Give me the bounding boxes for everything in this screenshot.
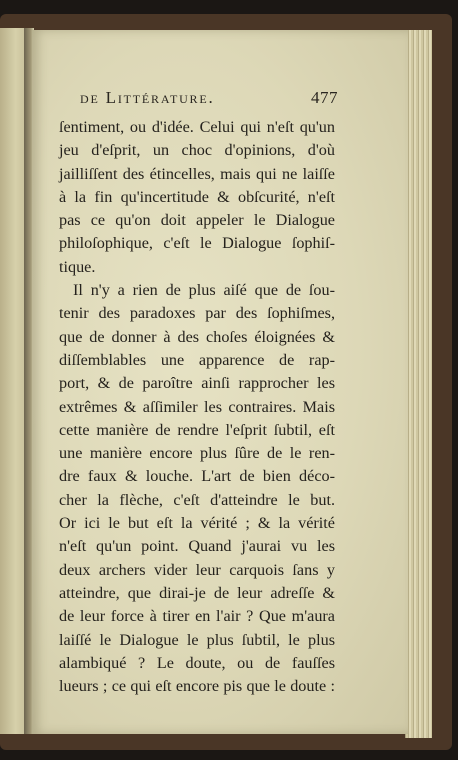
text-line: jeu d'eſprit, un choc d'opinions, d'où <box>59 141 335 160</box>
text-line: jailliſſent des étincelles, mais qui ne laiſſe <box>59 164 335 183</box>
text-line: deux archers vider leur carquois ſans y <box>59 560 335 579</box>
page-number: 477 <box>311 88 338 107</box>
text-line: extrêmes & aſſimiler les contraires. Mais <box>59 397 335 416</box>
left-page-edge <box>0 28 27 734</box>
text-line: atteindre, que dirai-je de leur adreſſe & <box>59 583 335 602</box>
text-line: Or ici le but eſt la vérité ; & la vérité <box>59 514 335 533</box>
page-stack-edges <box>405 30 432 738</box>
body-text <box>59 116 335 698</box>
page-header <box>80 88 338 108</box>
text-line: alambiqué ? Le doute, ou de fauſſes <box>59 653 335 672</box>
text-line: lueurs ; ce qui eſt encore pis que le doute : <box>59 677 335 696</box>
text-line: dre faux & louche. L'art de bien déco- <box>59 467 335 486</box>
text-line: laiſſé le Dialogue le plus ſubtil, le plus <box>59 630 335 649</box>
text-line: tique. <box>59 257 96 276</box>
text-line: diſſemblables une apparence de rap- <box>59 350 335 369</box>
text-line: cette manière de rendre l'eſprit ſubtil, eſt <box>59 420 335 439</box>
text-line: cher la flèche, c'eſt d'atteindre le but. <box>59 490 335 509</box>
text-line: philoſophique, c'eſt le Dialogue ſophiſ- <box>59 234 335 253</box>
text-line: port, & de paroître ainſi rapprocher les <box>59 374 335 393</box>
text-line: une manière encore plus ſûre de le ren- <box>59 444 335 463</box>
text-line: à la fin qu'incertitude & obſcurité, n'eſt <box>59 187 335 206</box>
text-line: n'eſt qu'un point. Quand j'aurai vu les <box>59 537 335 556</box>
text-line: pas ce qu'on doit appeler le Dialogue <box>59 211 335 230</box>
running-title: de Littérature. <box>80 88 215 107</box>
text-line: tenir des paradoxes par des ſophiſmes, <box>59 304 335 323</box>
text-line: Il n'y a rien de plus aiſé que de ſou- <box>73 281 335 300</box>
text-line: ſentiment, ou d'idée. Celui qui n'eſt qu'un <box>59 118 335 136</box>
text-line: de leur force à tirer en l'air ? Que m'aura <box>59 607 335 626</box>
text-line: que de donner à des choſes éloignées & <box>59 327 335 346</box>
